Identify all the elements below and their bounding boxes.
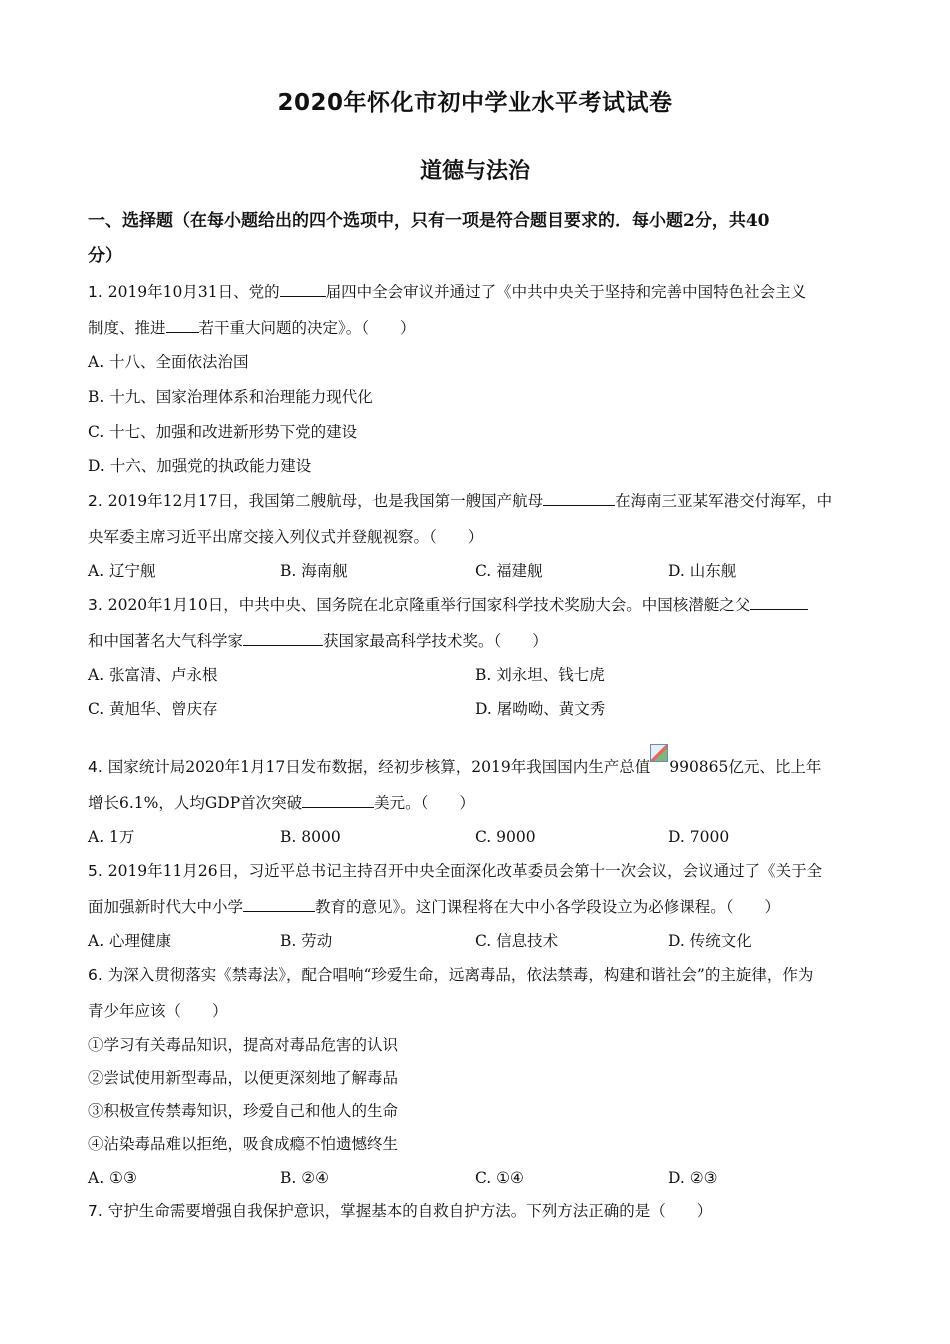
answer-blank xyxy=(243,631,323,646)
question-number: 2. xyxy=(88,492,103,510)
q6-statement-1: ①学习有关毒品知识，提高对毒品危害的认识 xyxy=(88,1036,399,1054)
question-2-cont: 央军委主席习近平出席交接入列仪式并登舰视察。（ ） xyxy=(88,528,484,546)
answer-blank xyxy=(302,793,374,808)
question-number: 3. xyxy=(88,596,103,614)
q6-option-d: D. ②③ xyxy=(668,1169,718,1187)
q6-option-a: A. ①③ xyxy=(88,1169,137,1187)
q2-option-a: A. 辽宁舰 xyxy=(88,562,156,580)
q5-option-c: C. 信息技术 xyxy=(475,932,559,950)
question-number: 6. xyxy=(88,966,103,984)
q1-option-d: D. 十六、加强党的执政能力建设 xyxy=(88,457,312,475)
question-1: 1. 2019年10月31日、党的 届四中全会审议并通过了《中共中央关于坚持和完善中国特色社会主义 xyxy=(88,283,807,301)
question-number: 5. xyxy=(88,862,103,880)
question-number: 1. xyxy=(88,283,103,301)
answer-blank xyxy=(750,595,808,610)
answer-blank xyxy=(166,318,199,333)
question-number: 7. xyxy=(88,1202,103,1220)
question-3-cont: 和中国著名大气科学家 获国家最高科学技术奖。（ ） xyxy=(88,632,548,650)
question-5: 5. 2019年11月26日，习近平总书记主持召开中央全面深化改革委员会第十一次会议，会议通过了《关于全 xyxy=(88,862,823,880)
page-subtitle: 道德与法治 xyxy=(419,159,530,184)
q3-option-d: D. 屠呦呦、黄文秀 xyxy=(475,700,606,718)
question-6: 6. 为深入贯彻落实《禁毒法》，配合唱响“珍爱生命，远离毒品，依法禁毒，构建和谐社会”的主旋律，作为 xyxy=(88,966,814,984)
q4-option-a: A. 1万 xyxy=(88,828,135,846)
question-4-cont: 增长6.1%，人均GDP首次突破 美元。（ ） xyxy=(88,794,475,812)
question-4: 4. 国家统计局2020年1月17日发布数据，经初步核算，2019年我国国内生产总值 990865亿元、比上年 xyxy=(88,744,878,777)
broken-image-icon xyxy=(650,744,668,762)
q4-option-d: D. 7000 xyxy=(668,828,730,846)
section-heading: 一、选择题（在每小题给出的四个选项中，只有一项是符合题目要求的．每小题2分，共40 xyxy=(88,211,770,231)
question-3: 3. 2020年1月10日，中共中央、国务院在北京隆重举行国家科学技术奖励大会。中国核潜艇之父 xyxy=(88,595,878,615)
q1-option-a: A. 十八、全面依法治国 xyxy=(88,353,249,371)
q6-statement-3: ③积极宣传禁毒知识，珍爱自己和他人的生命 xyxy=(88,1102,399,1120)
q2-option-c: C. 福建舰 xyxy=(475,562,543,580)
section-heading-cont: 分） xyxy=(88,246,122,266)
q4-option-b: B. 8000 xyxy=(280,828,341,846)
q3-option-b: B. 刘永坦、钱七虎 xyxy=(475,666,605,684)
q1-option-c: C. 十七、加强和改进新形势下党的建设 xyxy=(88,423,358,441)
q4-option-c: C. 9000 xyxy=(475,828,536,846)
question-2: 2. 2019年12月17日，我国第二艘航母，也是我国第一艘国产航母 在海南三亚某军港交付海军，中 xyxy=(88,492,833,510)
answer-blank xyxy=(243,897,315,912)
q5-option-d: D. 传统文化 xyxy=(668,932,752,950)
q6-option-c: C. ①④ xyxy=(475,1169,524,1187)
q6-option-b: B. ②④ xyxy=(280,1169,330,1187)
question-7: 7. 守护生命需要增强自我保护意识，掌握基本的自救自护方法。下列方法正确的是（ ） xyxy=(88,1202,713,1220)
question-6-cont: 青少年应该（ ） xyxy=(88,1002,228,1020)
q2-option-d: D. 山东舰 xyxy=(668,562,737,580)
q3-option-c: C. 黄旭华、曾庆存 xyxy=(88,700,218,718)
answer-blank xyxy=(543,491,615,506)
q1-option-b: B. 十九、国家治理体系和治理能力现代化 xyxy=(88,388,373,406)
question-number: 4. xyxy=(88,758,103,776)
q5-option-a: A. 心理健康 xyxy=(88,932,172,950)
question-5-cont: 面加强新时代大中小学 教育的意见》。这门课程将在大中小各学段设立为必修课程。（ ） xyxy=(88,898,781,916)
q5-option-b: B. 劳动 xyxy=(280,932,333,950)
q3-option-a: A. 张富清、卢永根 xyxy=(88,666,218,684)
q6-statement-2: ②尝试使用新型毒品，以便更深刻地了解毒品 xyxy=(88,1069,399,1087)
page-title: 2020年怀化市初中学业水平考试试卷 xyxy=(277,90,673,116)
answer-blank xyxy=(280,282,326,297)
question-1-cont: 制度、推进 若干重大问题的决定》。（ ） xyxy=(88,319,416,337)
q6-statement-4: ④沾染毒品难以拒绝，吸食成瘾不怕遗憾终生 xyxy=(88,1135,399,1153)
q2-option-b: B. 海南舰 xyxy=(280,562,348,580)
